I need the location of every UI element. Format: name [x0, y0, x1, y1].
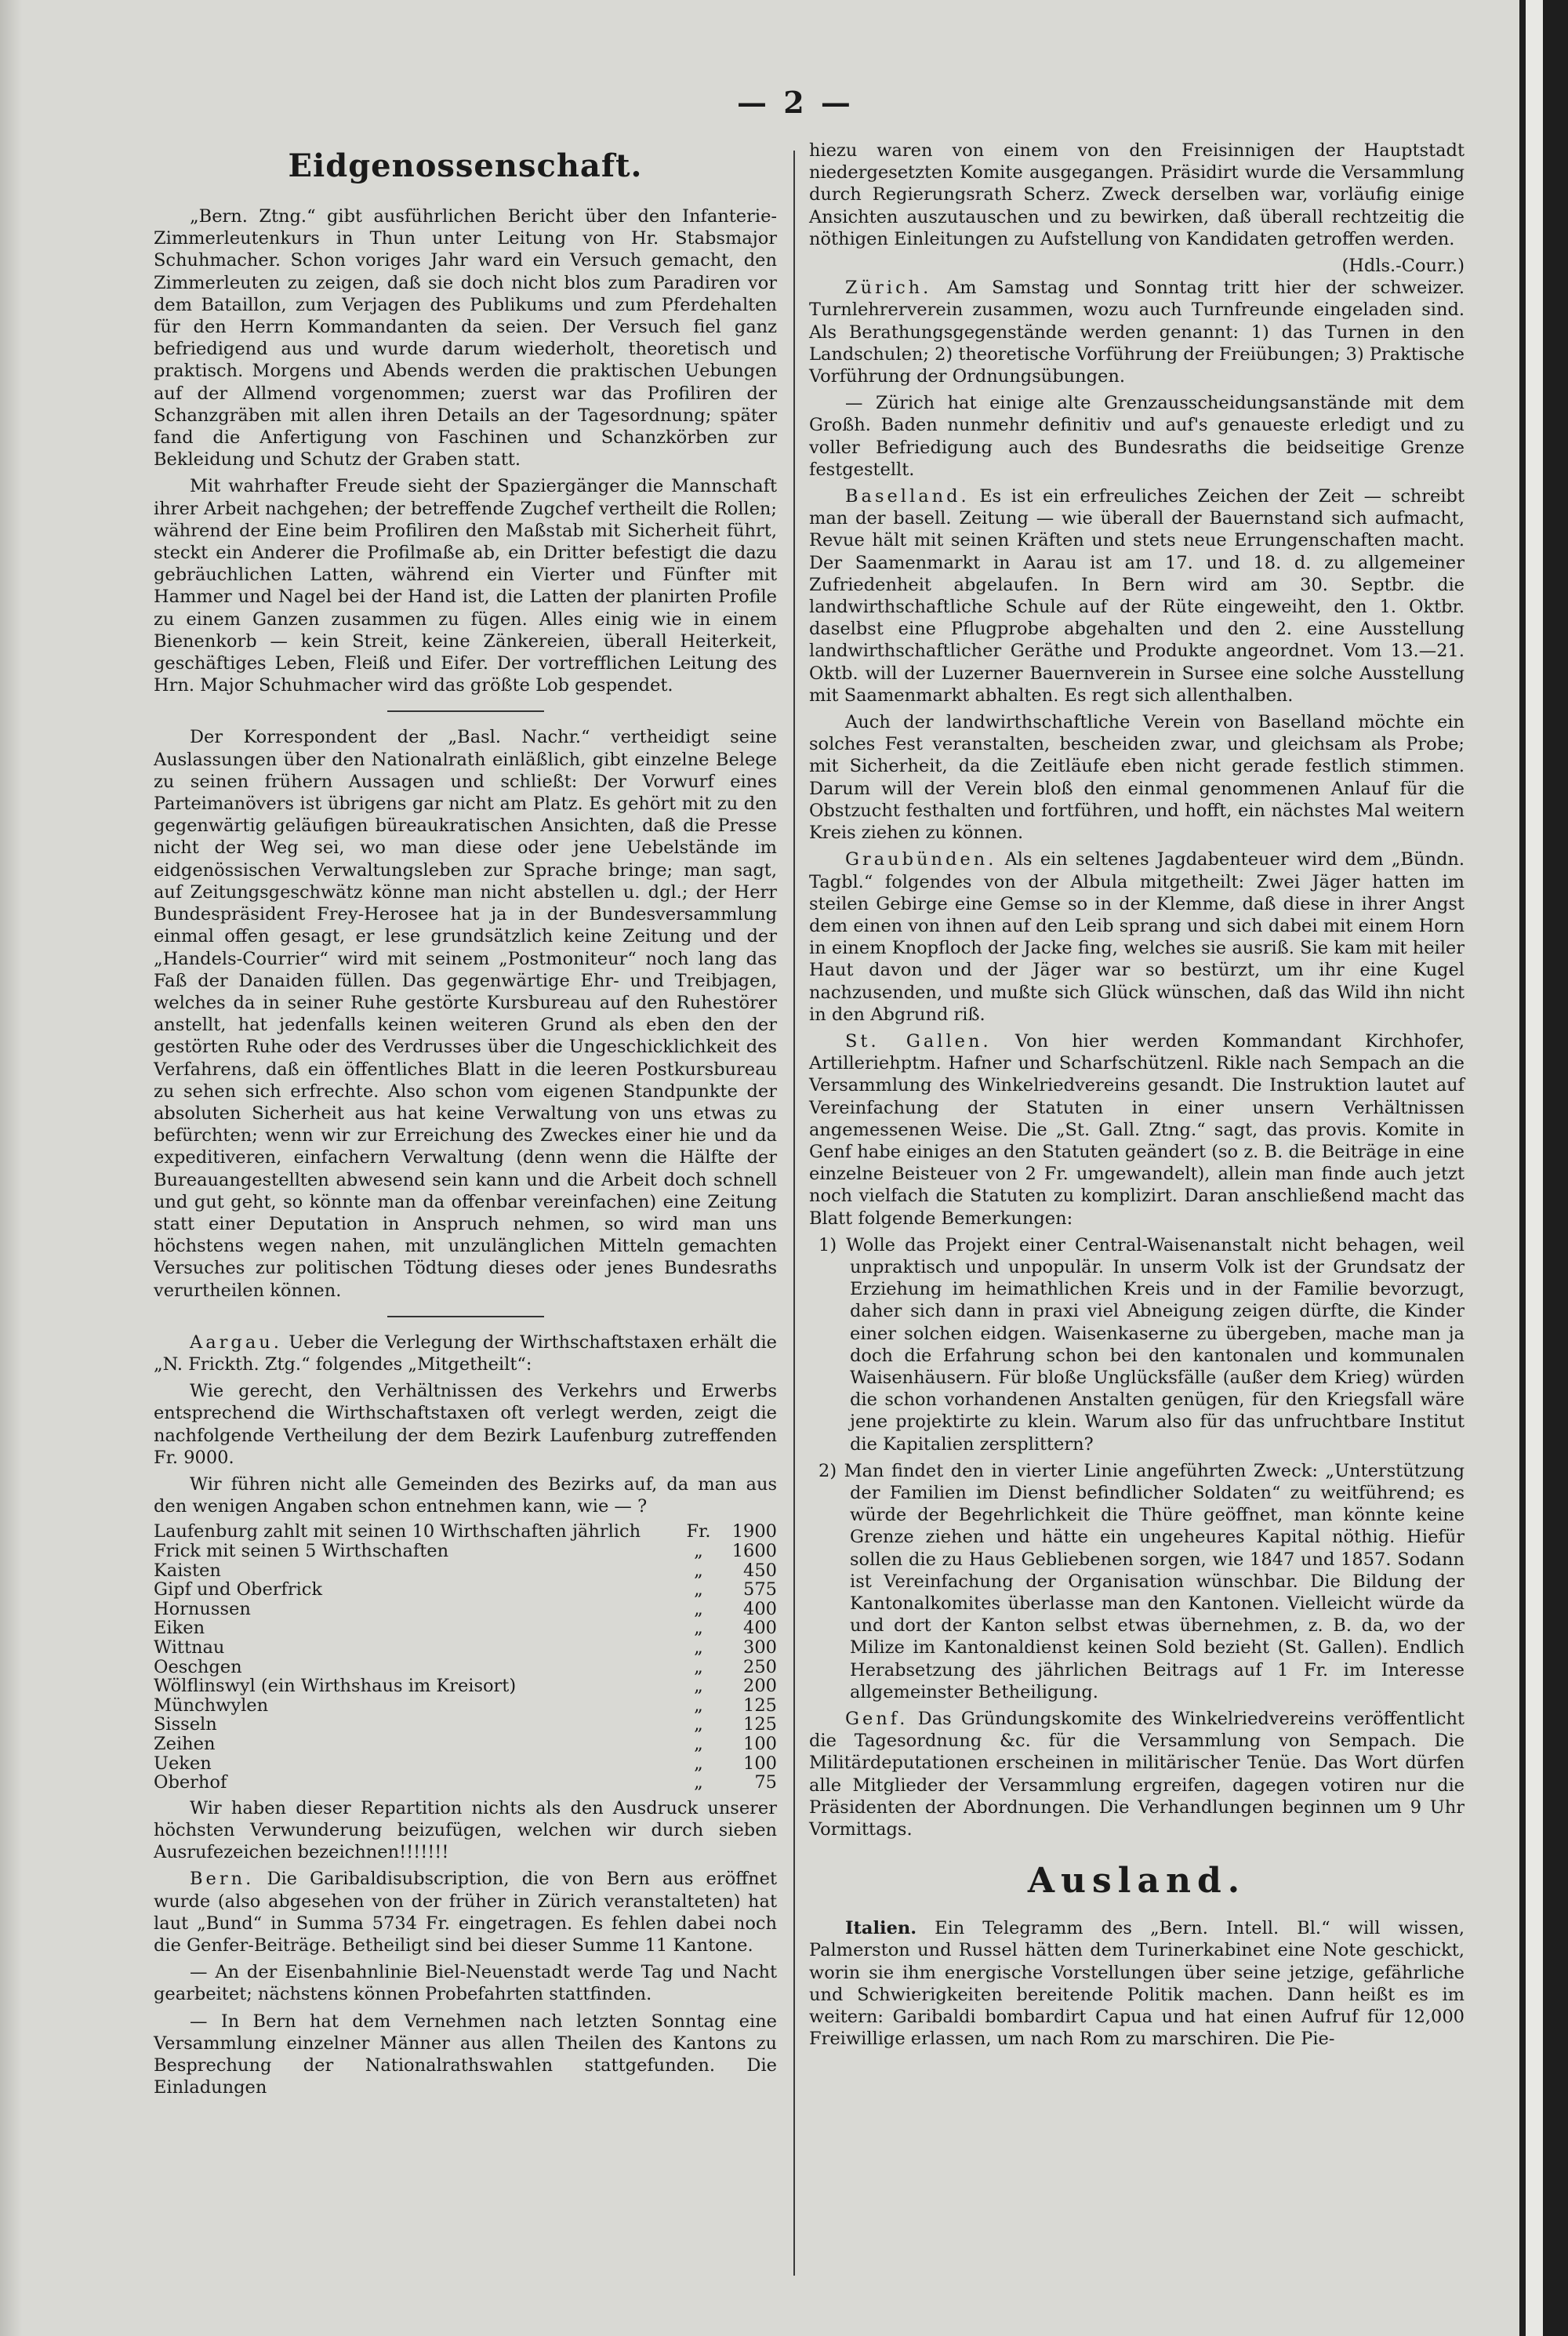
- fee-place: Laufenburg zahlt mit seinen 10 Wirthschaften jährlich: [154, 1521, 641, 1542]
- fee-amount: 100: [743, 1733, 777, 1754]
- remark-2: 2) Man findet den in vierter Linie angeführten Zweck: „Unterstützung der Familien im Dienst befindlicher Soldaten“ zu weitführend; es würde der Begehrlichkeit die Thüre geöffnet, man könnte keine Grenze ziehen und hätte ein ungeheures Kapital nöthig. Hiefür sollen die zu Haus Gebliebenen sorgen, wie 1847 und 1857. Sodann ist Vereinfachung der Organisation wünschbar. Die Bildung der Kantonalkomites überlasse man den Kantonen. Vielleicht würde da und dort der Kanton selbst etwas übernehmen, z. B. da, wo der Milize im Kantonaldienst keinen Sold bezieht (St. Gallen). Endlich Herabsetzung des jährlichen Beitrags auf 1 Fr. im Interesse allgemeinster Betheiligung.: [818, 1460, 1465, 1702]
- dateline-aargau: Aargau.: [190, 1331, 282, 1353]
- table-row: [154, 1618, 777, 1638]
- fee-amount: 200: [743, 1676, 777, 1697]
- article-aargau-4: Wir haben dieser Repartition nichts als den Ausdruck unserer höchsten Verwunderung beizufügen, welchen wir durch sieben Ausrufezeichen bezeichnen!!!!!!!: [154, 1797, 777, 1863]
- fee-unit: „: [694, 1753, 703, 1774]
- table-row: [154, 1773, 777, 1793]
- article-genf-text: Das Gründungskomite des Winkelriedvereins veröffentlicht die Tagesordnung &c. für die Versammlung von Sempach. Die Militärdeputationen erscheinen in militärischer Tenüe. Das Wort dürfen alle Mitglieder der Versammlung ergreifen, dagegen votiren nur die Präsidenten der Abordnungen. Die Verhandlungen beginnen um 9 Uhr Vormittags.: [809, 1709, 1465, 1840]
- fee-unit: Fr.: [686, 1521, 711, 1542]
- fee-unit: „: [694, 1618, 703, 1639]
- source-citation: (Hdls.-Courr.): [1341, 256, 1465, 277]
- table-row: [154, 1677, 777, 1696]
- fee-place: Münchwylen: [154, 1695, 269, 1716]
- table-row: [154, 1561, 777, 1581]
- fee-unit: „: [694, 1560, 703, 1581]
- fee-amount: 100: [743, 1753, 777, 1774]
- column-divider: [793, 151, 795, 2276]
- fee-place: Hornussen: [154, 1598, 251, 1619]
- fee-unit: „: [694, 1714, 703, 1735]
- article-st-gallen: [809, 1030, 1465, 1230]
- table-row: [154, 1580, 777, 1600]
- table-row: [154, 1522, 777, 1542]
- article-basl-nachr: Der Korrespondent der „Basl. Nachr.“ vertheidigt seine Auslassungen über den Nationalrath einläßlich, gibt einzelne Belege zu seinen frühern Aussagen und schließt: Der Vorwurf eines Parteimanövers ist übrigens gar nicht am Platz. Es gehört mit zu den gegenwärtig geläufigen büreaukratischen Ansichten, daß die Presse nicht der Weg sei, wo man diese oder jene Uebelstände im eidgenössischen Verwaltungsleben zur Sprache bringe; man sagt, auf Zeitungsgeschwätz könne man nicht abstellen u. dgl.; der Herr Bundespräsident Frey-Herosee hat ja in der Bundesversammlung einmal offen gesagt, er lese grundsätzlich keine Zeitung und der „Handels-Courrier“ wird mit seinem „Postmoniteur“ noch lang das Faß der Danaiden füllen. Das gegenwärtige Ehr- und Treibjagen, welches da in seiner Ruhe gestörte Kursbureau auf den Ruhestörer anstellt, hat jedenfalls keinen weiteren Grund als eben den der gestörten Ruhe oder des Verdrusses über die Ungeschicklichkeit des Verfahrens, daß ein öffentliches Blatt in die leeren Postkursbureau zu sehen sich erfrechte. Also schon vom eigenen Standpunkte der absoluten Sicherheit aus hat keine Verwaltung von uns etwas zu befürchten; wenn wir zur Erreichung des Zweckes einer hie und da expeditiveren, einfachern Verwaltung (denn wenn die Hälfte der Bureauangestellten abwesend sein kann und die Arbeit doch schnell und gut geht, so könnte man da offenbar vereinfachen) eine Zeitung statt einer Deputation in Anspruch nehmen, so wird man uns höchstens wegen nahen, mit unzulänglichen Mitteln gemachten Versuches zur politischen Tödtung dieses oder jenes Bundesraths verurtheilen können.: [154, 727, 777, 1301]
- article-aargau-3: Wir führen nicht alle Gemeinden des Bezirks auf, da man aus den wenigen Angaben schon entnehmen kann, wie — ?: [154, 1473, 777, 1517]
- table-row: [154, 1696, 777, 1716]
- article-baselland-text: Es ist ein erfreuliches Zeichen der Zeit — schreibt man der basell. Zeitung — wie überall der Bauernstand sich aufmacht, Revue hält mit seinen Kräften und stets neue Errungenschaften macht. Der Saamenmarkt in Aarau ist am 17. und 18. d. zu allgemeiner Zufriedenheit abgelaufen. In Bern wird am 30. Septbr. die landwirthschaftliche Schule auf der Rüte eingeweiht, den 1. Oktbr. daselbst eine Pflugprobe abgehalten und den 2. eine Ausstellung landwirthschaftlicher Geräthe und Produkte angeordnet. Vom 13.—21. Oktb. will der Luzerner Bauernverein in Sursee eine solche Ausstellung mit Saamenmarkt abhalten. Es regt sich allenthalben.: [809, 486, 1465, 706]
- fee-place: Eiken: [154, 1618, 205, 1639]
- fee-amount: 450: [743, 1560, 777, 1581]
- article-genf: [809, 1708, 1465, 1840]
- fee-amount: 75: [754, 1772, 777, 1793]
- section-title-ausland: Ausland.: [1027, 1861, 1247, 1902]
- article-bern-continued: hiezu waren von einem von den Freisinnigen der Hauptstadt niedergesetzten Komite ausgegangen. Präsidirt wurde die Versammlung durch Regierungsrath Scherz. Zweck derselben war, vorläufig einige Ansichten auszutauschen und zu bewirken, daß überall rechtzeitig die nöthigen Einleitungen zu Aufstellung von Kandidaten getroffen werden.: [809, 140, 1465, 249]
- dateline-zurich: Zürich.: [845, 278, 932, 299]
- fee-unit: „: [694, 1676, 703, 1697]
- dateline-graubuenden: Graubünden.: [845, 849, 997, 870]
- dateline-baselland: Baselland.: [845, 486, 970, 507]
- article-aargau-2: Wie gerecht, den Verhältnissen des Verkehrs und Erwerbs entsprechend die Wirthschaftstaxen oft verlegt werden, zeigt die nachfolgende Vertheilung der dem Bezirk Laufenburg zutreffenden Fr. 9000.: [154, 1381, 777, 1468]
- table-row: [154, 1542, 777, 1561]
- table-row: [154, 1638, 777, 1658]
- table-row: [154, 1754, 777, 1774]
- fee-amount: 125: [743, 1695, 777, 1716]
- dateline-st-gallen: St. Gallen.: [845, 1030, 992, 1052]
- page-number: — 2 —: [737, 85, 854, 120]
- fee-place: Sisseln: [154, 1714, 217, 1735]
- article-zurich-text: Am Samstag und Sonntag tritt hier der schweizer. Turnlehrerverein zusammen, wozu auch Turnfreunde eingeladen sind. Als Berathungsgegenstände werden genannt: 1) das Turnen in den Landschulen; 2) theoretische Vorführung der Freiübungen; 3) Praktische Vorführung der Ordnungsübungen.: [809, 278, 1465, 387]
- fee-amount: 400: [743, 1618, 777, 1639]
- right-column: [809, 140, 1465, 2054]
- table-row: [154, 1715, 777, 1735]
- divider: [387, 1316, 544, 1317]
- fee-unit: „: [694, 1695, 703, 1716]
- left-column: [154, 147, 777, 2103]
- page-binding-edge: [0, 0, 22, 2336]
- article-zimmerleutenkurs-2: Mit wahrhafter Freude sieht der Spaziergänger die Mannschaft ihrer Arbeit nachgehen; der betreffende Zugchef vertheilt die Rollen; während der Eine beim Profiliren den Maßstab mit Sicherheit führt, steckt ein Anderer die Profilmaße ab, ein Dritter befestigt die dazu gebräuchlichen Latten, während ein Vierter und Fünfter mit Hammer und Nagel bei der Hand ist, die Latten der planirten Profile zu einem Ganzen zusammen zu fügen. Alles einig wie in einem Bienenkorb — kein Streit, keine Zänkereien, überall Heiterkeit, geschäftiges Leben, Fleiß und Eifer. Der vortrefflichen Leitung des Hrn. Major Schuhmacher wird das größte Lob gespendet.: [154, 476, 777, 696]
- article-zurich-2: — Zürich hat einige alte Grenzausscheidungsanstände mit dem Großh. Baden nunmehr definitiv und auf's genaueste erledigt und zu voller Befriedigung auch des Bundesraths die beidseitige Grenze festgestellt.: [809, 393, 1465, 480]
- fee-unit: „: [694, 1598, 703, 1619]
- table-row: [154, 1600, 777, 1619]
- dateline-genf: Genf.: [845, 1709, 909, 1730]
- article-graubuenden: [809, 848, 1465, 1026]
- article-aargau: [154, 1331, 777, 1375]
- fee-place: Wölflinswyl (ein Wirthshaus im Kreisort): [154, 1676, 517, 1697]
- fee-unit: „: [694, 1540, 703, 1561]
- tax-table: [154, 1522, 777, 1792]
- fee-amount: 125: [743, 1714, 777, 1735]
- article-bern-3: — In Bern hat dem Vernehmen nach letzten Sonntag eine Versammlung einzelner Männer aus allen Theilen des Kantons zu Besprechung der Nationalrathswahlen stattgefunden. Die Einladungen: [154, 2011, 777, 2098]
- fee-amount: 575: [743, 1579, 777, 1600]
- article-italien: [809, 1917, 1465, 2050]
- fee-place: Oeschgen: [154, 1656, 242, 1677]
- article-aargau-text: Ueber die Verlegung der Wirthschaftstaxen erhält die „N. Frickth. Ztg.“ folgendes „Mitgetheilt“:: [154, 1331, 777, 1375]
- fee-place: Frick mit seinen 5 Wirthschaften: [154, 1540, 449, 1561]
- page-right-edge: [1519, 0, 1568, 2336]
- table-row: [154, 1735, 777, 1754]
- fee-place: Wittnau: [154, 1637, 225, 1658]
- fee-amount: 1900: [731, 1521, 777, 1542]
- fee-unit: „: [694, 1656, 703, 1677]
- article-zurich: [809, 277, 1465, 387]
- divider: [387, 710, 544, 712]
- fee-place: Kaisten: [154, 1560, 221, 1581]
- article-st-gallen-text: Von hier werden Kommandant Kirchhofer, Artilleriehptm. Hafner und Scharfschützenl. Rikle nach Sempach an die Versammlung des Winkelriedvereins gesandt. Die Instruktion lautet auf Vereinfachung der Statuten in einer unsern Verhältnissen angemessenen Weise. Die „St. Gall. Ztng.“ sagt, das provis. Komite in Genf habe einiges an den Statuten geändert (so z. B. die Beiträge in eine einzelne Beisteuer von 2 Fr. umgewandelt), allein man finde auch jetzt noch vielfach die Statuten zu komplizirt. Daran anschließend macht das Blatt folgende Bemerkungen:: [809, 1030, 1465, 1229]
- fee-unit: „: [694, 1733, 703, 1754]
- fee-amount: 300: [743, 1637, 777, 1658]
- fee-place: Ueken: [154, 1753, 212, 1774]
- table-row: [154, 1658, 777, 1677]
- fee-amount: 1600: [731, 1540, 777, 1561]
- adjacent-page-strip: [1526, 0, 1543, 2336]
- remark-1: 1) Wolle das Projekt einer Central-Waisenanstalt nicht behagen, weil unpraktisch und unpopulär. In unserm Volk ist der Grundsatz der Erziehung im heimathlichen Kreis und in der Familie bevorzugt, daher sich dann in praxi viel Abneigung zeigen dürfte, die Kinder einer solchen eidgen. Waisenkaserne zu übergeben, mache man ja doch die Erfahrung schon bei den kantonalen und kommunalen Waisenhäusern. Für bloße Unglücksfälle (außer dem Krieg) würden die schon vorhandenen Anstalten genügen, für den Kriegsfall wäre jene projektirte zu klein. Warum also für das unfruchtbare Institut die Kapitalien zersplittern?: [818, 1234, 1465, 1455]
- dateline-bern: Bern.: [190, 1869, 255, 1890]
- article-graubuenden-text: Als ein seltenes Jagdabenteuer wird dem „Bündn. Tagbl.“ folgendes von der Albula mitgetheilt: Zwei Jäger hatten im steilen Gebirge eine Gemse so in der Klemme, daß diese in ihrer Angst dem einen von ihnen auf den Leib sprang und sich dabei mit einem Horn in einem Knopfloch der Jacke fing, welches sie ausriß. Sie kam mit heiler Haut davon und der Jäger war so bestürzt, um ihr eine Kugel nachzusenden, und mußte sich Glück wünschen, daß das Wild ihn nicht in den Abgrund riß.: [809, 849, 1465, 1025]
- article-bern-text: Die Garibaldisubscription, die von Bern aus eröffnet wurde (also abgesehen von der früher in Zürich veranstalteten) hat laut „Bund“ in Summa 5734 Fr. eingetragen. Es fehlen dabei noch die Genfer-Beiträge. Betheiligt sind bei dieser Summe 11 Kantone.: [154, 1869, 778, 1956]
- article-zimmerleutenkurs: „Bern. Ztng.“ gibt ausführlichen Bericht über den Infanterie-Zimmerleutenkurs in Thun unter Leitung von Hr. Stabsmajor Schuhmacher. Schon voriges Jahr ward ein Versuch gemacht, den Zimmerleuten zu zeigen, daß sie doch nicht blos zum Paradiren vor dem Bataillon, zum Verjagen des Publikums und zum Pferdehalten für den Herrn Kommandanten da seien. Der Versuch fiel ganz befriedigend aus und wurde darum wiederholt, theoretisch und praktisch. Morgens und Abends werden die praktischen Uebungen auf der Allmend vorgenommen; zuerst war das Profiliren der Schanzgräben mit allen ihren Details an der Tagesordnung; später fand die Anfertigung von Faschinen und Schanzkörben zur Bekleidung und Schutz der Graben statt.: [154, 206, 777, 470]
- fee-place: Zeihen: [154, 1733, 216, 1754]
- fee-place: Oberhof: [154, 1772, 227, 1793]
- article-baselland-2: Auch der landwirthschaftliche Verein von Baselland möchte ein solches Fest veranstalten, bescheiden zwar, und gleichsam als Probe; mit Sicherheit, da die Zeitläufe eben nicht gerade festlich stimmen. Darum will der Verein bloß den einmal genommenen Anlauf für die Obstzucht festhalten und fortführen, und hofft, ein nächstes Mal weitern Kreis ziehen zu können.: [809, 712, 1465, 844]
- dateline-italien: Italien.: [845, 1918, 917, 1939]
- fee-amount: 250: [743, 1656, 777, 1677]
- article-baselland: [809, 485, 1465, 707]
- article-bern-2: — An der Eisenbahnlinie Biel-Neuenstadt werde Tag und Nacht gearbeitet; nächstens können Probefahrten stattfinden.: [154, 1962, 777, 2005]
- fee-unit: „: [694, 1772, 703, 1793]
- fee-unit: „: [694, 1579, 703, 1600]
- article-bern: [154, 1868, 777, 1956]
- section-title-eidgenossenschaft: Eidgenossenschaft.: [288, 147, 643, 184]
- fee-place: Gipf und Oberfrick: [154, 1579, 323, 1600]
- fee-amount: 400: [743, 1598, 777, 1619]
- fee-unit: „: [694, 1637, 703, 1658]
- article-italien-text: Ein Telegramm des „Bern. Intell. Bl.“ will wissen, Palmerston und Russel hätten dem Turinerkabinet eine Note geschickt, worin sie ihm energische Vorstellungen über seine jetzige, gefährliche und Schwierigkeiten bereitende Politik machen. Dann heißt es im weitern: Garibaldi bombardirt Capua und hat einen Aufruf für 12,000 Freiwillige erlassen, um nach Rom zu marschiren. Die Pie-: [809, 1918, 1465, 2050]
